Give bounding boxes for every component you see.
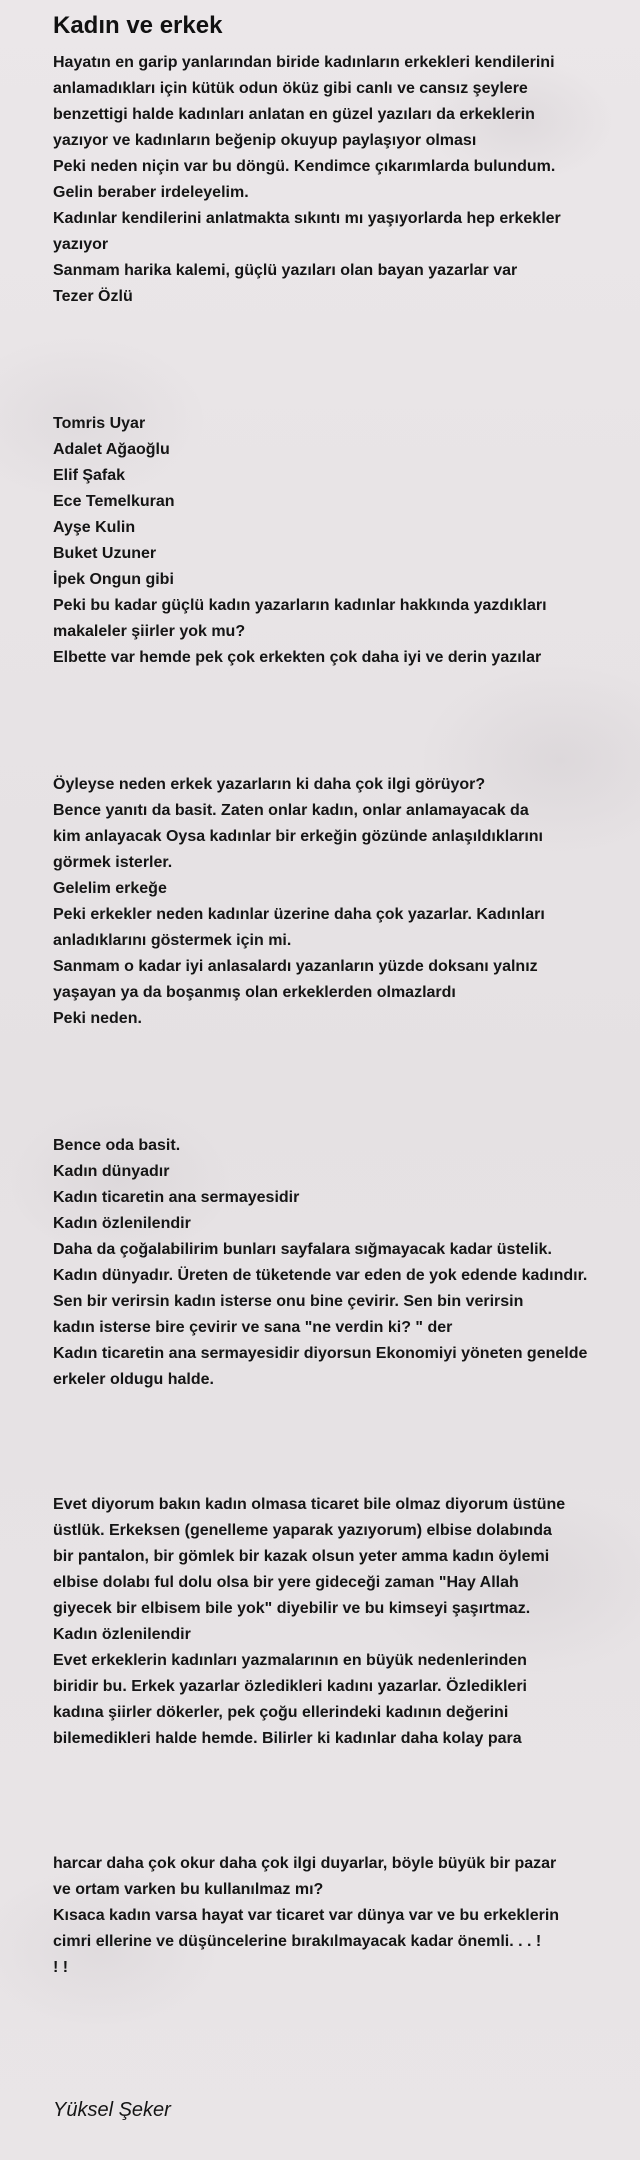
- stanza-5: [53, 1492, 623, 1752]
- poem-line: Elbette var hemde pek çok erkekten çok daha iyi ve derin yazılar: [53, 649, 542, 666]
- poem-line: Gelin beraber irdeleyelim.: [53, 184, 249, 201]
- poem-line: Adalet Ağaoğlu: [53, 441, 170, 458]
- poem-line: Kadınlar kendilerini anlatmakta sıkıntı mı yaşıyorlarda hep erkekler: [53, 210, 561, 227]
- poem-author: Yüksel Şeker: [53, 2099, 171, 2121]
- poem-line: erkeler oldugu halde.: [53, 1371, 214, 1388]
- poem-line: bir pantalon, bir gömlek bir kazak olsun yeter amma kadın öylemi: [53, 1548, 550, 1565]
- poem-line: Sanmam harika kalemi, güçlü yazıları olan bayan yazarlar var: [53, 262, 518, 279]
- poem-line: Buket Uzuner: [53, 545, 157, 562]
- poem-line: Peki bu kadar güçlü kadın yazarların kadınlar hakkında yazdıkları: [53, 597, 547, 614]
- poem-line: Hayatın en garip yanlarından biride kadınların erkekleri kendilerini: [53, 54, 555, 71]
- poem-line: üstlük. Erkeksen (genelleme yaparak yazıyorum) elbise dolabında: [53, 1522, 552, 1539]
- poem-line: Peki neden niçin var bu döngü. Kendimce çıkarımlarda bulundum.: [53, 158, 556, 175]
- poem-line: Ece Temelkuran: [53, 493, 175, 510]
- stanza-2: [53, 411, 623, 671]
- poem-line: kadına şiirler dökerler, pek çoğu ellerindeki kadının değerini: [53, 1704, 509, 1721]
- poem-line: yazıyor ve kadınların beğenip okuyup paylaşıyor olması: [53, 132, 477, 149]
- poem-line: Tomris Uyar: [53, 415, 146, 432]
- poem-line: Kadın dünyadır: [53, 1163, 170, 1180]
- poem-line: Peki neden.: [53, 1010, 142, 1027]
- poem-line: Kadın ticaretin ana sermayesidir: [53, 1189, 300, 1206]
- poem-line: Evet diyorum bakın kadın olmasa ticaret bile olmaz diyorum üstüne: [53, 1496, 566, 1513]
- stanza-3: [53, 772, 623, 1032]
- poem-line: Sanmam o kadar iyi anlasalardı yazanların yüzde doksanı yalnız: [53, 958, 538, 975]
- poem-line: yaşayan ya da boşanmış olan erkeklerden olmazlardı: [53, 984, 456, 1001]
- poem-line: anladıklarını göstermek için mi.: [53, 932, 292, 949]
- poem-line: Kadın özlenilendir: [53, 1626, 191, 1643]
- poem-line: makaleler şiirler yok mu?: [53, 623, 246, 640]
- poem-line: yazıyor: [53, 236, 109, 253]
- poem-line: Bence oda basit.: [53, 1137, 181, 1154]
- poem-line: Kadın ticaretin ana sermayesidir diyorsun Ekonomiyi yöneten genelde: [53, 1345, 588, 1362]
- poem-line: Elif Şafak: [53, 467, 126, 484]
- poem-line: bilemedikleri halde hemde. Bilirler ki kadınlar daha kolay para: [53, 1730, 522, 1747]
- poem-line: ve ortam varken bu kullanılmaz mı?: [53, 1881, 324, 1898]
- poem-line: harcar daha çok okur daha çok ilgi duyarlar, böyle büyük bir pazar: [53, 1855, 557, 1872]
- poem-line: Kadın özlenilendir: [53, 1215, 191, 1232]
- poem-line: Kadın dünyadır. Üreten de tüketende var eden de yok edende kadındır.: [53, 1267, 588, 1284]
- poem-line: biridir bu. Erkek yazarlar özledikleri kadını yazarlar. Özledikleri: [53, 1678, 527, 1695]
- stanza-1: [53, 50, 623, 310]
- poem-line: Evet erkeklerin kadınları yazmalarının en büyük nedenlerinden: [53, 1652, 527, 1669]
- poem-line: ! !: [53, 1959, 69, 1976]
- poem-line: giyecek bir elbisem bile yok" diyebilir ve bu kimseyi şaşırtmaz.: [53, 1600, 531, 1617]
- poem-line: anlamadıkları için kütük odun öküz gibi canlı ve cansız şeylere: [53, 80, 528, 97]
- poem-title: Kadın ve erkek: [53, 12, 223, 39]
- poem-line: Daha da çoğalabilirim bunları sayfalara sığmayacak kadar üstelik.: [53, 1241, 552, 1258]
- poem-line: Kısaca kadın varsa hayat var ticaret var dünya var ve bu erkeklerin: [53, 1907, 560, 1924]
- poem-line: kim anlayacak Oysa kadınlar bir erkeğin gözünde anlaşıldıklarını: [53, 828, 543, 845]
- poem-line: İpek Ongun gibi: [53, 571, 174, 588]
- poem-line: Peki erkekler neden kadınlar üzerine daha çok yazarlar. Kadınları: [53, 906, 545, 923]
- poem-line: kadın isterse bire çevirir ve sana "ne verdin ki? " der: [53, 1319, 453, 1336]
- poem-line: görmek isterler.: [53, 854, 173, 871]
- poem-line: Ayşe Kulin: [53, 519, 136, 536]
- poem-line: Gelelim erkeğe: [53, 880, 167, 897]
- stanza-4: [53, 1133, 623, 1393]
- poem-line: Öyleyse neden erkek yazarların ki daha çok ilgi görüyor?: [53, 776, 486, 793]
- poem-line: Tezer Özlü: [53, 288, 133, 305]
- stanza-6: [53, 1851, 623, 1981]
- poem-line: elbise dolabı ful dolu olsa bir yere gideceği zaman "Hay Allah: [53, 1574, 519, 1591]
- poem-line: benzettigi halde kadınları anlatan en güzel yazıları da erkeklerin: [53, 106, 535, 123]
- poem-line: Bence yanıtı da basit. Zaten onlar kadın, onlar anlamayacak da: [53, 802, 529, 819]
- poem-line: Sen bir verirsin kadın isterse onu bine çevirir. Sen bin verirsin: [53, 1293, 524, 1310]
- poem-line: cimri ellerine ve düşüncelerine bırakılmayacak kadar önemli. . . !: [53, 1933, 542, 1950]
